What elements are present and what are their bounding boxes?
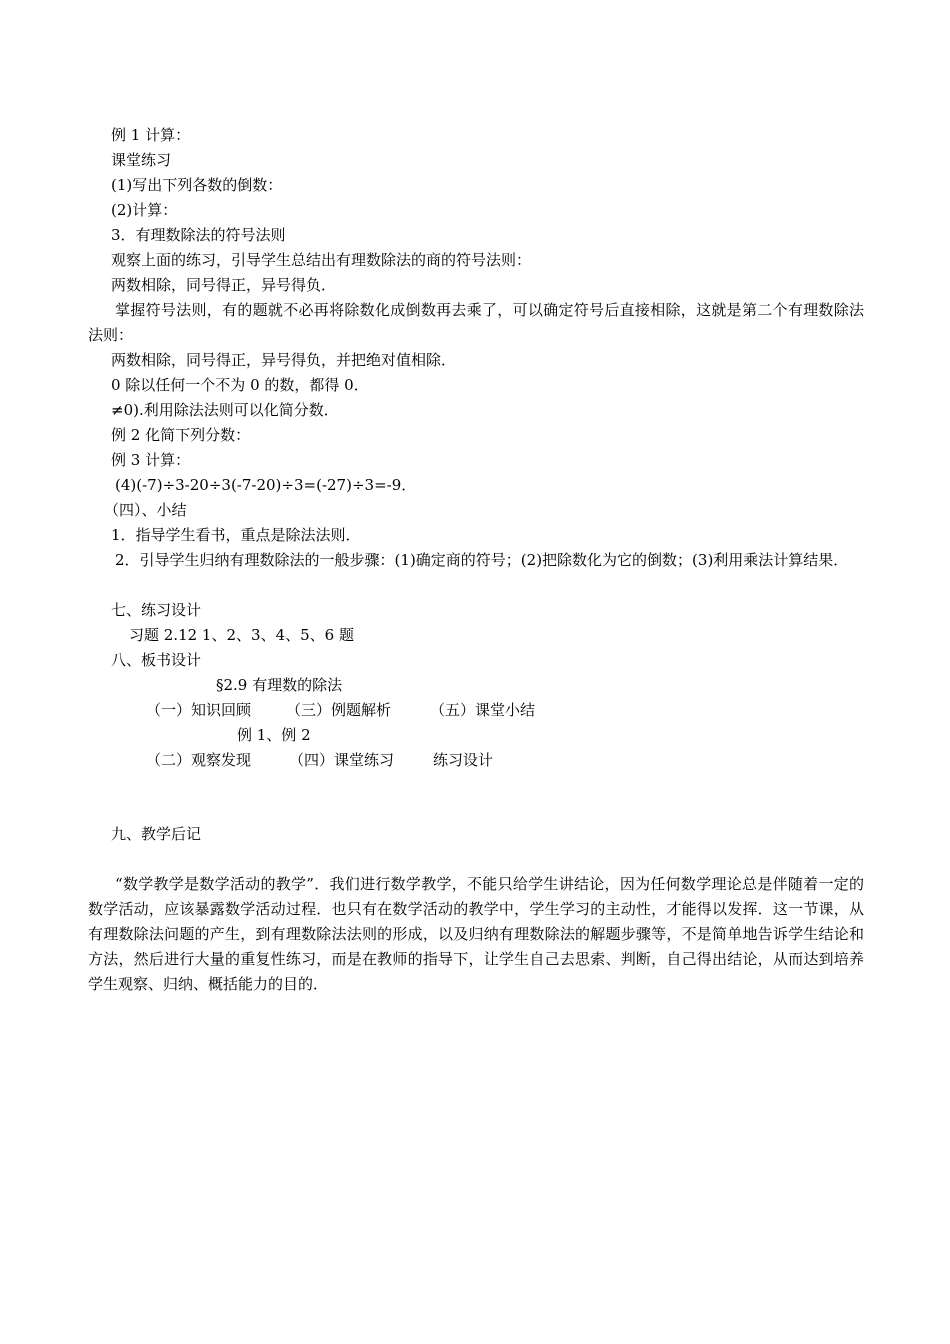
summary-item-1: 1．指导学生看书，重点是除法法则． [111,526,361,544]
board-cell-practice-design: 练习设计 [433,751,494,769]
afterword-paragraph: “数学教学是数学活动的教学”．我们进行数学教学，不能只给学生讲结论，因为任何数学理论总是伴随着一定的数学活动，应该暴露数学活动过程．也只有在数学活动的教学中，学生学习的主动性，才能得以发挥．这一节课，从有理数除法问题的产生，到有理数除法法则的形成，以及归纳有理数除法的解题步骤等，不是简单地告诉学生结论和方法，然后进行大量的重复性练习，而是在教师的指导下，让学生自己去思索、判断，自己得出结论，从而达到培养学生观察、归纳、概括能力的目的． [88,875,864,993]
board-cell-example-analysis: （三）例题解析 [286,701,392,719]
calculation-line: (4)(-7)÷3-20÷3(-7-20)÷3=(-27)÷3=-9． [115,476,417,494]
zero-division-line: 0 除以任何一个不为 0 的数，都得 0． [111,376,369,394]
second-rule-paragraph: 掌握符号法则，有的题就不必再将除数化成倒数再去乘了，可以确定符号后直接相除，这就是第二个有理数除法法则： [88,301,864,344]
example-2-line: 例 2 化简下列分数： [111,426,251,444]
example-3-line: 例 3 计算： [111,451,191,469]
observation-line: 观察上面的练习，引导学生总结出有理数除法的商的符号法则： [111,251,532,269]
simplify-fraction-line: ≠0).利用除法法则可以化简分数． [111,401,339,419]
board-cell-class-practice: （四）课堂练习 [289,751,395,769]
board-examples: 例 1、例 2 [237,726,311,744]
board-title: §2.9 有理数的除法 [216,676,343,694]
practice-design-heading: 七、练习设计 [111,601,202,619]
classroom-practice-heading: 课堂练习 [111,151,172,169]
summary-heading: （四）、小结 [104,501,187,519]
example-1-line: 例 1 计算： [111,126,191,144]
board-cell-observation: （二）观察发现 [146,751,252,769]
board-cell-knowledge-review: （一）知识回顾 [146,701,252,719]
practice-item-2: (2)计算： [111,201,178,219]
summary-item-2-paragraph: 2．引导学生归纳有理数除法的一般步骤：(1)确定商的符号；(2)把除数化为它的倒数；(3)利用乘法计算结果． [115,551,849,569]
board-cell-class-summary: （五）课堂小结 [430,701,536,719]
practice-item-1: (1)写出下列各数的倒数： [111,176,283,194]
board-design-heading: 八、板书设计 [111,651,202,669]
exercise-line: 习题 2.12 1、2、3、4、5、6 题 [129,626,354,644]
division-rule-line: 两数相除，同号得正，异号得负，并把绝对值相除． [111,351,457,369]
sign-rule-line: 两数相除，同号得正，异号得负． [111,276,337,294]
sign-rule-heading: 3．有理数除法的符号法则 [111,226,286,244]
afterword-heading: 九、教学后记 [111,825,202,843]
